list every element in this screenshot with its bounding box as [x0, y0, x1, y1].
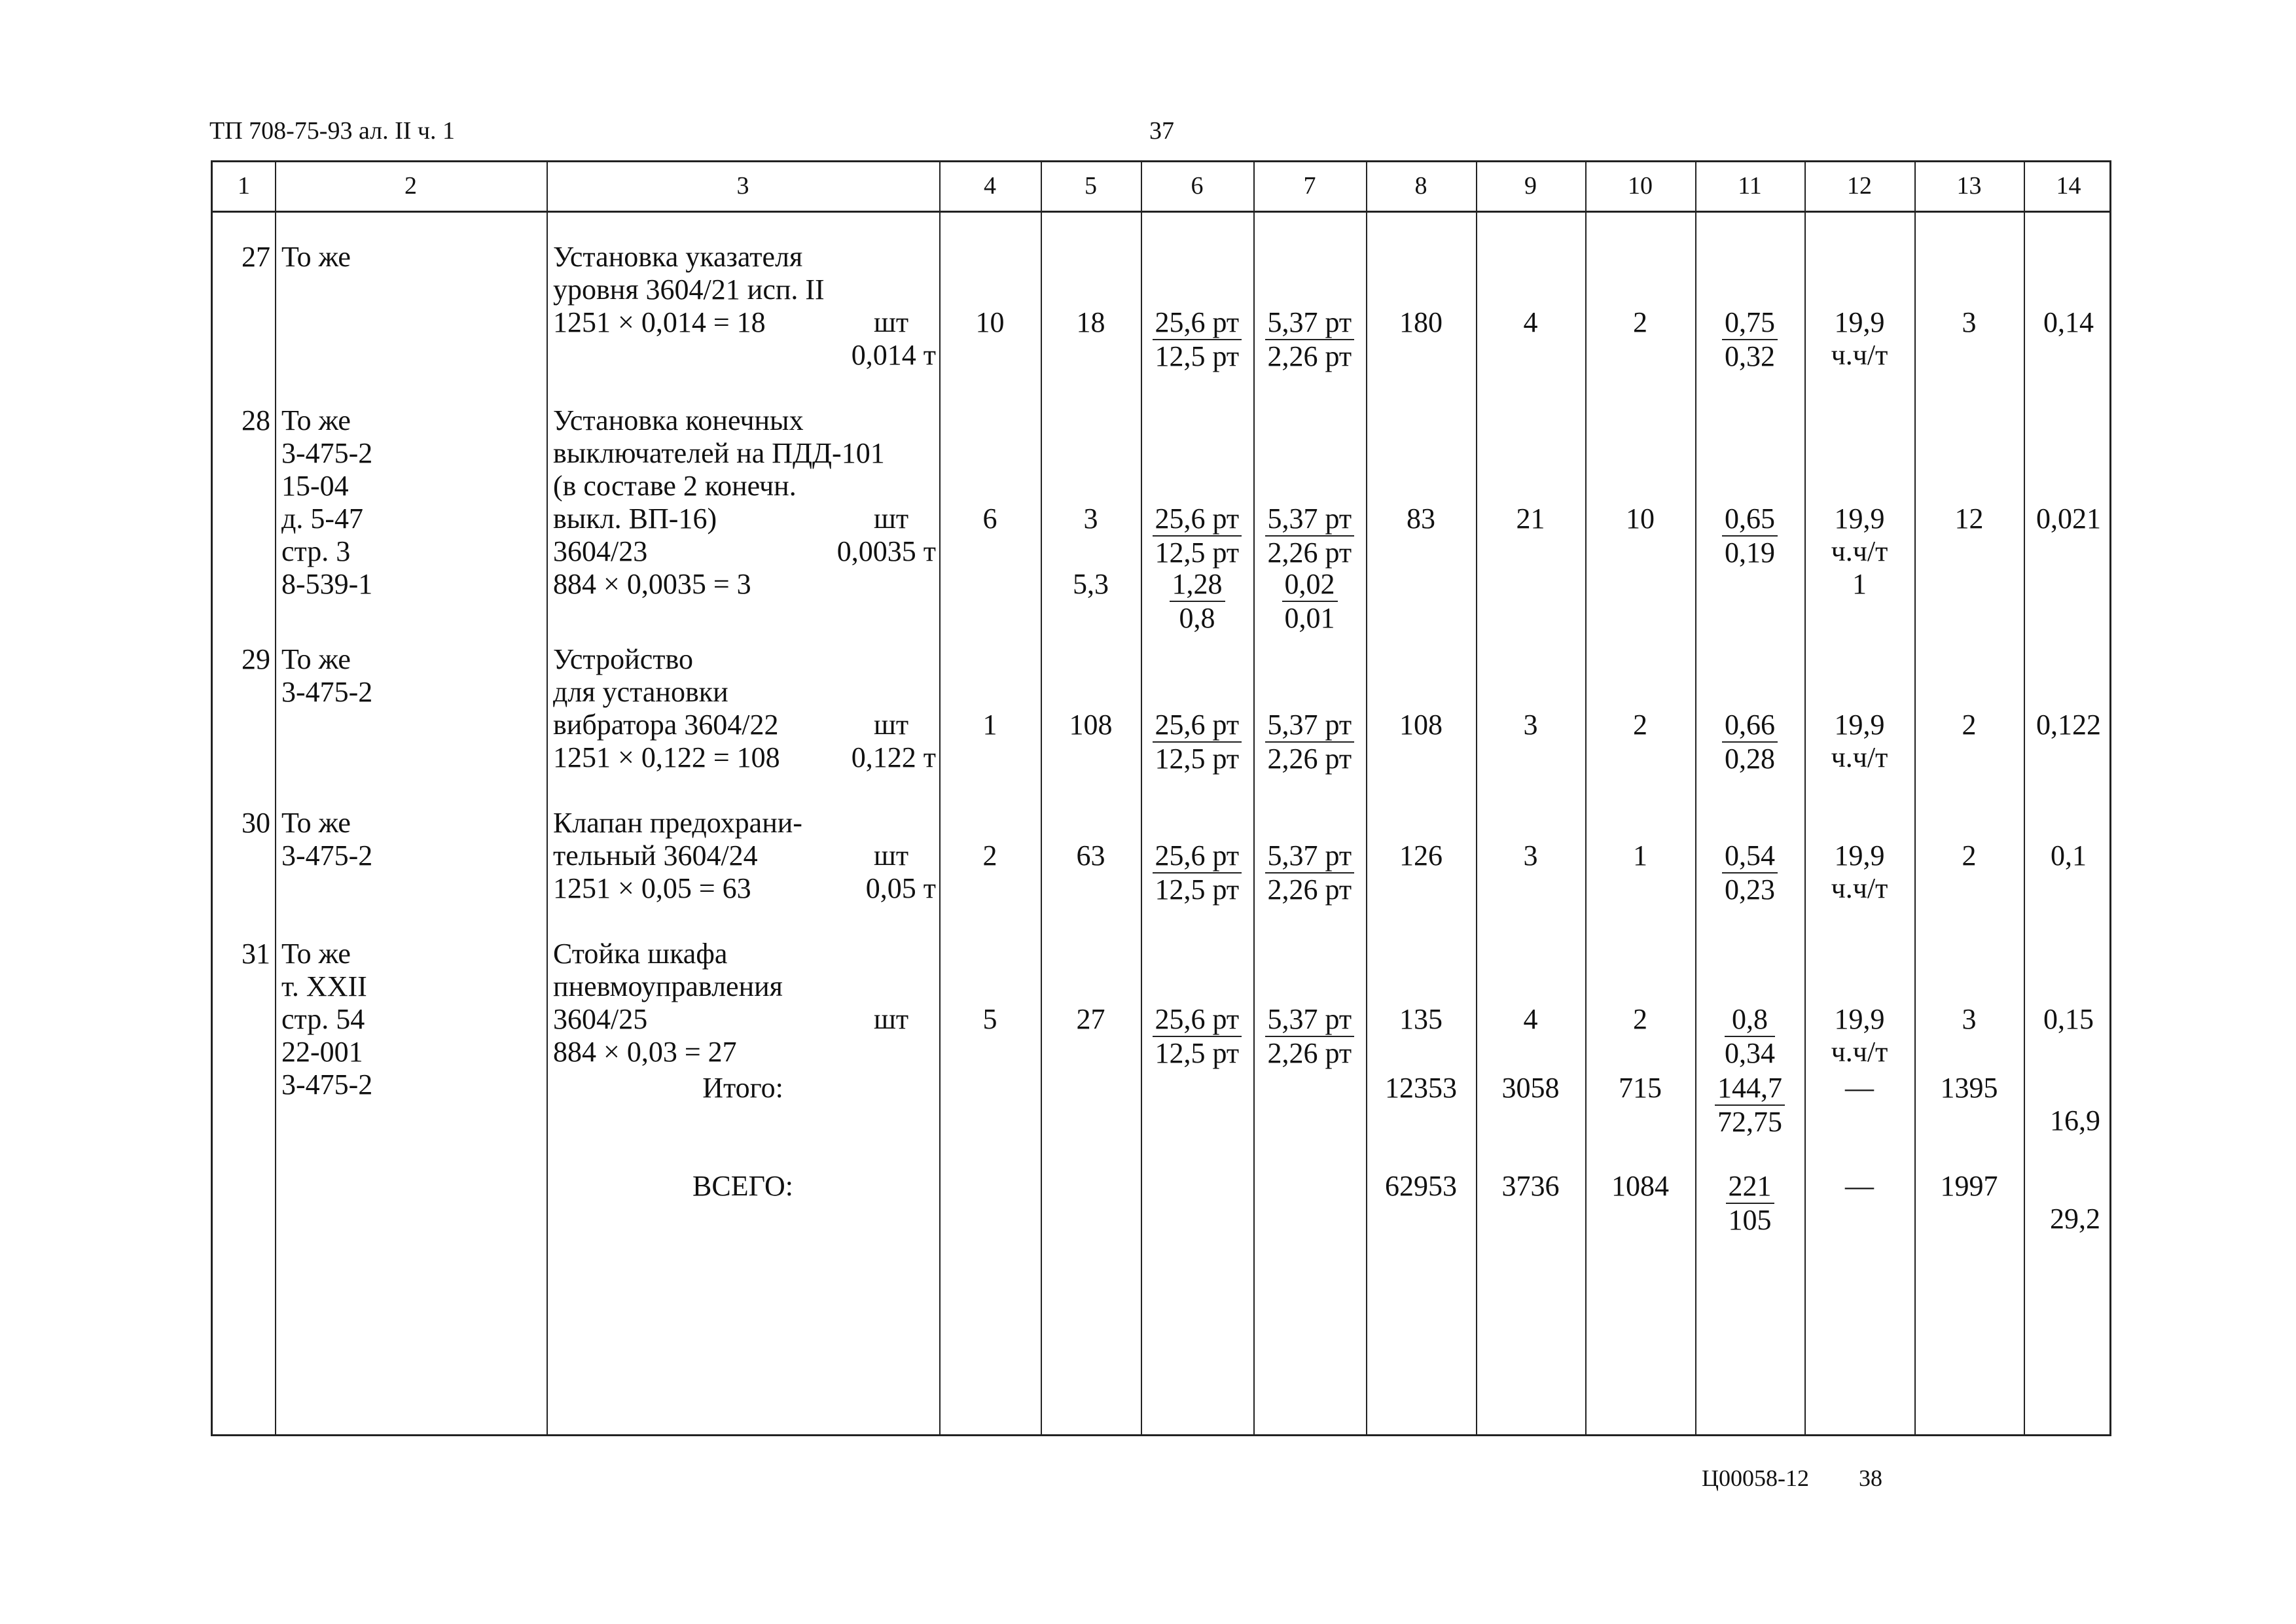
total-col13: 1997: [1940, 1170, 1998, 1202]
col5-value: 108: [1069, 709, 1113, 741]
footer-page: 38: [1859, 1465, 1882, 1491]
row-reference: 8-539-1: [281, 568, 373, 600]
unit: шт: [874, 1003, 909, 1035]
col11-fraction: [1722, 306, 1778, 373]
column-header-3: 3: [736, 172, 749, 200]
row-reference: стр. 3: [281, 535, 351, 567]
total-col12: —: [1845, 1072, 1874, 1104]
col4-value: 6: [982, 503, 997, 535]
col4-value: 10: [975, 306, 1005, 338]
col7-fraction: [1265, 306, 1355, 373]
col6-fraction-denominator: 12,5 рт: [1155, 537, 1240, 569]
row-description: вибратора 3604/22: [553, 709, 779, 741]
col13-value: 12: [1954, 503, 1984, 535]
column-header-13: 13: [1956, 172, 1982, 200]
col10-value: 10: [1626, 503, 1655, 535]
col9-value: 4: [1523, 306, 1538, 338]
row-reference: То же: [281, 241, 351, 273]
col5-extra: 5,3: [1073, 568, 1109, 600]
total-col11-fraction: [1726, 1170, 1774, 1237]
row-description: уровня 3604/21 исп. II: [553, 274, 825, 306]
col11-fraction-denominator: 0,34: [1725, 1037, 1775, 1069]
column-header-12: 12: [1847, 172, 1872, 200]
column-header-1: 1: [238, 172, 250, 200]
row-description: Установка конечных: [553, 404, 804, 436]
row-description: 3604/23: [553, 535, 648, 567]
col14-value: 0,1: [2051, 839, 2087, 872]
row-number: 27: [242, 241, 270, 273]
col11-fraction-numerator: 0,65: [1722, 503, 1778, 537]
row-description: 884 × 0,0035 = 3: [553, 568, 751, 600]
col11-fraction-denominator: 0,19: [1725, 537, 1775, 569]
row-description: 1251 × 0,05 = 63: [553, 872, 751, 904]
col12-value: ч.ч/т: [1831, 741, 1888, 773]
column-header-11: 11: [1738, 172, 1762, 200]
row-description: тельный 3604/24: [553, 839, 758, 872]
row-reference: д. 5-47: [281, 503, 364, 535]
col7-fraction: [1265, 1003, 1355, 1070]
col12-value: 19,9: [1834, 503, 1885, 535]
col6-fraction: [1153, 503, 1242, 569]
total-label: ВСЕГО:: [692, 1170, 793, 1202]
row-reference: 15-04: [281, 470, 349, 502]
col7-extra-fraction-denominator: 0,01: [1284, 602, 1335, 634]
col6-fraction-denominator: 12,5 рт: [1155, 874, 1240, 906]
col9-value: 3: [1523, 709, 1538, 741]
row-reference: То же: [281, 938, 351, 970]
row-description: 884 × 0,03 = 27: [553, 1036, 737, 1068]
col7-fraction-denominator: 2,26 рт: [1267, 874, 1352, 906]
row-reference: 3-475-2: [281, 1068, 373, 1101]
row-description: выключателей на ПДД-101: [553, 437, 885, 469]
document-code: ТП 708-75-93 ал. II ч. 1: [209, 117, 456, 145]
column-divider: [1476, 162, 1477, 1434]
row-description: (в составе 2 конечн.: [553, 470, 797, 502]
column-divider: [1914, 162, 1916, 1434]
column-divider: [1366, 162, 1367, 1434]
col14-value: 0,122: [2036, 709, 2101, 741]
row-description: Установка указателя: [553, 241, 803, 273]
col14-value: 0,15: [2043, 1003, 2094, 1035]
row-reference: То же: [281, 643, 351, 675]
col12-value: ч.ч/т: [1831, 339, 1888, 371]
row-description: 1251 × 0,122 = 108: [553, 741, 780, 773]
col5-value: 63: [1076, 839, 1105, 872]
col10-value: 2: [1633, 709, 1647, 741]
col6-extra-fraction: [1170, 568, 1225, 635]
col7-fraction-numerator: 5,37 рт: [1265, 709, 1355, 743]
col14-value: 0,021: [2036, 503, 2101, 535]
col10-value: 2: [1633, 306, 1647, 338]
column-header-7: 7: [1303, 172, 1316, 200]
column-header-2: 2: [404, 172, 417, 200]
column-divider: [1585, 162, 1587, 1434]
col11-fraction: [1725, 1003, 1775, 1070]
col9-value: 4: [1523, 1003, 1538, 1035]
column-header-10: 10: [1628, 172, 1653, 200]
column-divider: [939, 162, 941, 1434]
col9-value: 3: [1523, 839, 1538, 872]
column-header-4: 4: [984, 172, 996, 200]
total-col14: 29,2: [2050, 1203, 2100, 1235]
col4-value: 2: [982, 839, 997, 872]
total-col11-fraction: [1715, 1072, 1785, 1139]
col6-extra-fraction-numerator: 1,28: [1170, 568, 1225, 602]
col4-value: 5: [982, 1003, 997, 1035]
col6-fraction-numerator: 25,6 рт: [1153, 1003, 1242, 1037]
row-reference: стр. 54: [281, 1003, 365, 1035]
col6-fraction-denominator: 12,5 рт: [1155, 340, 1240, 372]
column-divider: [275, 162, 276, 1434]
col11-fraction: [1722, 709, 1778, 775]
col7-fraction-numerator: 5,37 рт: [1265, 306, 1355, 340]
col13-value: 3: [1962, 306, 1977, 338]
col7-extra-fraction-numerator: 0,02: [1282, 568, 1338, 602]
col13-value: 2: [1962, 709, 1977, 741]
col13-value: 3: [1962, 1003, 1977, 1035]
col5-value: 27: [1076, 1003, 1105, 1035]
row-description: для установки: [553, 676, 728, 708]
col12-value: 19,9: [1834, 306, 1885, 338]
col8-value: 180: [1399, 306, 1443, 338]
col11-fraction-denominator: 0,28: [1725, 743, 1775, 775]
col8-value: 135: [1399, 1003, 1443, 1035]
row-reference: То же: [281, 807, 351, 839]
total-col8: 62953: [1385, 1170, 1457, 1202]
total-col8: 12353: [1385, 1072, 1457, 1104]
row-reference: 3-475-2: [281, 437, 373, 469]
row-number: 30: [242, 807, 270, 839]
row-description: Стойка шкафа: [553, 938, 728, 970]
unit: шт: [874, 503, 909, 535]
col11-fraction-numerator: 0,66: [1722, 709, 1778, 743]
col7-fraction-numerator: 5,37 рт: [1265, 1003, 1355, 1037]
col12-value: ч.ч/т: [1831, 535, 1888, 567]
row-reference: т. XXII: [281, 970, 367, 1002]
total-col14: 16,9: [2050, 1104, 2100, 1137]
unit: шт: [874, 306, 909, 338]
total-col9: 3736: [1501, 1170, 1560, 1202]
col8-value: 83: [1407, 503, 1435, 535]
col11-fraction-denominator: 0,23: [1725, 874, 1775, 906]
row-description: Клапан предохрани-: [553, 807, 802, 839]
col6-fraction-denominator: 12,5 рт: [1155, 1037, 1240, 1069]
col9-value: 21: [1516, 503, 1545, 535]
column-divider: [1253, 162, 1255, 1434]
unit-quantity: 0,05 т: [865, 872, 936, 904]
total-col12: —: [1845, 1170, 1874, 1202]
col11-fraction: [1722, 839, 1778, 906]
col7-fraction-numerator: 5,37 рт: [1265, 503, 1355, 537]
col11-fraction-numerator: 0,75: [1722, 306, 1778, 340]
col6-fraction: [1153, 709, 1242, 775]
column-header-6: 6: [1191, 172, 1204, 200]
total-col11-fraction-numerator: 221: [1726, 1170, 1774, 1204]
row-description: 3604/25: [553, 1003, 648, 1035]
page-number: 37: [1149, 117, 1174, 145]
col10-value: 1: [1633, 839, 1647, 872]
col7-fraction: [1265, 503, 1355, 569]
unit-quantity: 0,0035 т: [836, 535, 936, 567]
column-divider: [1141, 162, 1142, 1434]
row-reference: 3-475-2: [281, 839, 373, 872]
col5-value: 3: [1083, 503, 1098, 535]
col12-value: 19,9: [1834, 709, 1885, 741]
col12-value: 1: [1852, 568, 1867, 600]
col7-extra-fraction: [1282, 568, 1338, 635]
column-divider: [547, 162, 548, 1434]
unit-quantity: 0,122 т: [851, 741, 936, 773]
column-divider: [1695, 162, 1696, 1434]
total-col11-fraction-denominator: 105: [1728, 1204, 1772, 1236]
estimate-table: [211, 160, 2111, 1436]
footer-code: Ц00058-12: [1702, 1465, 1809, 1491]
col12-value: ч.ч/т: [1831, 1036, 1888, 1068]
col11-fraction-denominator: 0,32: [1725, 340, 1775, 372]
col6-fraction-numerator: 25,6 рт: [1153, 839, 1242, 874]
row-reference: То же: [281, 404, 351, 436]
total-col11-fraction-denominator: 72,75: [1717, 1106, 1782, 1138]
col8-value: 108: [1399, 709, 1443, 741]
col7-fraction-denominator: 2,26 рт: [1267, 537, 1352, 569]
column-divider: [2024, 162, 2025, 1434]
total-col10: 715: [1619, 1072, 1662, 1104]
col7-fraction: [1265, 839, 1355, 906]
row-number: 28: [242, 404, 270, 436]
column-header-9: 9: [1524, 172, 1537, 200]
col7-fraction-denominator: 2,26 рт: [1267, 1037, 1352, 1069]
col4-value: 1: [982, 709, 997, 741]
col11-fraction: [1722, 503, 1778, 569]
unit: шт: [874, 839, 909, 872]
total-col11-fraction-numerator: 144,7: [1715, 1072, 1785, 1106]
column-header-8: 8: [1414, 172, 1427, 200]
col14-value: 0,14: [2043, 306, 2094, 338]
col7-fraction-denominator: 2,26 рт: [1267, 340, 1352, 372]
unit: шт: [874, 709, 909, 741]
column-header-14: 14: [2056, 172, 2081, 200]
row-number: 31: [242, 938, 270, 970]
col6-fraction-denominator: 12,5 рт: [1155, 743, 1240, 775]
row-description: Устройство: [553, 643, 693, 675]
col11-fraction-numerator: 0,54: [1722, 839, 1778, 874]
col7-fraction: [1265, 709, 1355, 775]
row-number: 29: [242, 643, 270, 675]
total-col13: 1395: [1940, 1072, 1998, 1104]
col6-fraction-numerator: 25,6 рт: [1153, 503, 1242, 537]
col13-value: 2: [1962, 839, 1977, 872]
col7-fraction-denominator: 2,26 рт: [1267, 743, 1352, 775]
row-description: выкл. ВП-16): [553, 503, 717, 535]
column-header-5: 5: [1085, 172, 1097, 200]
row-description: 1251 × 0,014 = 18: [553, 306, 766, 338]
col12-value: ч.ч/т: [1831, 872, 1888, 904]
row-description: пневмоуправления: [553, 970, 783, 1002]
col6-extra-fraction-denominator: 0,8: [1179, 602, 1215, 634]
col12-value: 19,9: [1834, 839, 1885, 872]
header-divider: [213, 211, 2109, 213]
column-divider: [1041, 162, 1042, 1434]
col6-fraction-numerator: 25,6 рт: [1153, 709, 1242, 743]
total-col9: 3058: [1501, 1072, 1560, 1104]
col6-fraction: [1153, 306, 1242, 373]
row-reference: 3-475-2: [281, 676, 373, 708]
col7-fraction-numerator: 5,37 рт: [1265, 839, 1355, 874]
total-col10: 1084: [1611, 1170, 1669, 1202]
total-label: Итого:: [702, 1072, 783, 1104]
col12-value: 19,9: [1834, 1003, 1885, 1035]
col6-fraction: [1153, 1003, 1242, 1070]
row-reference: 22-001: [281, 1036, 363, 1068]
col11-fraction-numerator: 0,8: [1725, 1003, 1775, 1037]
col8-value: 126: [1399, 839, 1443, 872]
col6-fraction: [1153, 839, 1242, 906]
col6-fraction-numerator: 25,6 рт: [1153, 306, 1242, 340]
col10-value: 2: [1633, 1003, 1647, 1035]
unit-quantity: 0,014 т: [851, 339, 936, 371]
col5-value: 18: [1076, 306, 1105, 338]
